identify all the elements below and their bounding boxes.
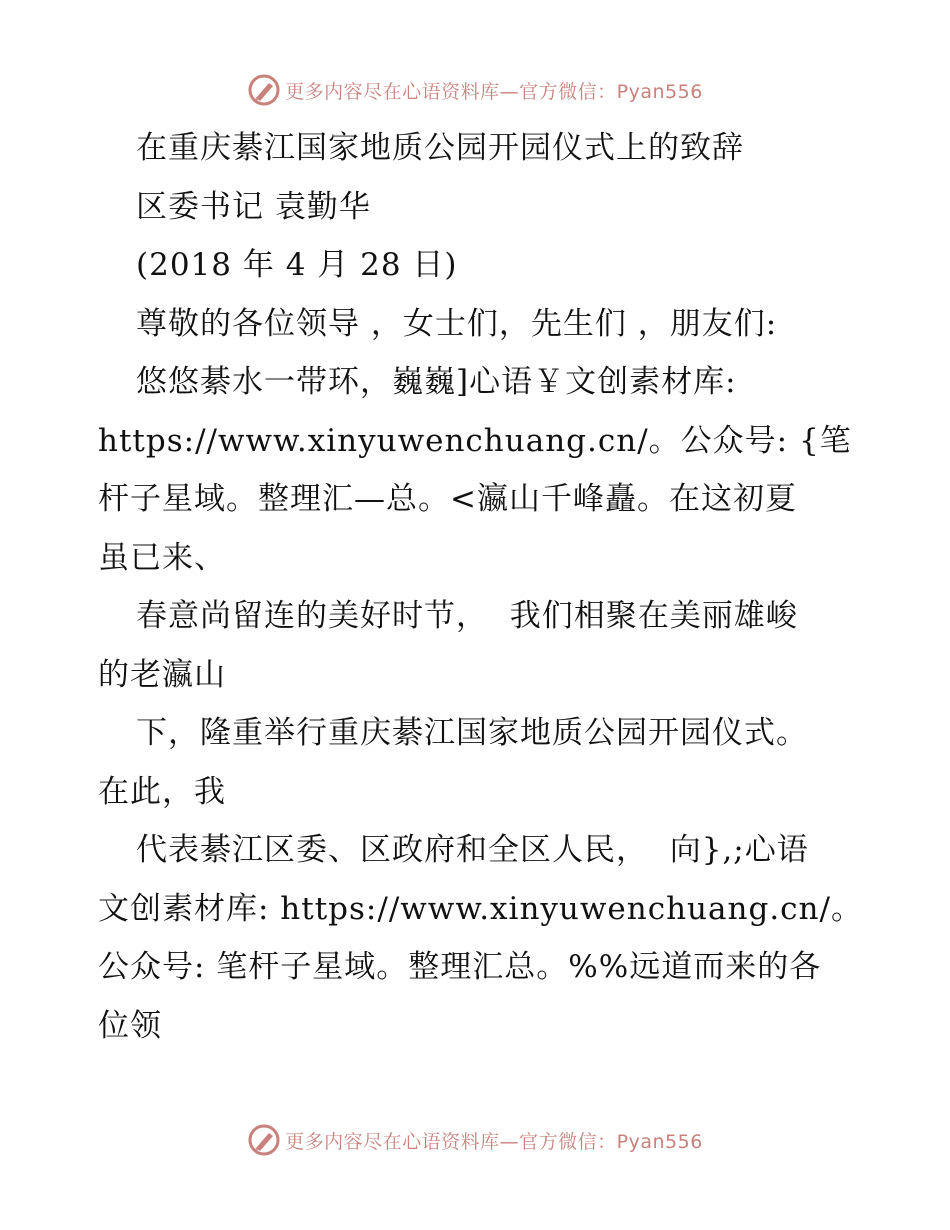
pen-circle-logo-icon <box>247 73 281 107</box>
document-body <box>98 123 863 1059</box>
paragraph-line: 杆子星域。整理汇—总。<瀛山千峰矗。在这初夏 <box>98 481 797 517</box>
document-title: 在重庆綦江国家地质公园开园仪式上的致辞 <box>136 130 744 166</box>
paragraph-line: 悠悠綦水一带环，巍巍]心语￥文创素材库: <box>136 364 737 400</box>
paragraph-line: https://www.xinyuwenchuang.cn/。公众号: {笔 <box>98 422 852 459</box>
date-line: (2018 年 4 月 28 日) <box>136 247 458 283</box>
paragraph-line: 位领 <box>98 1007 162 1044</box>
author-line: 区委书记 袁勤华 <box>136 188 371 225</box>
paragraph-line: 代表綦江区委、区政府和全区人民， 向},;心语 <box>136 832 809 868</box>
paragraph-line: 在此，我 <box>98 773 226 810</box>
paragraph-line: 春意尚留连的美好时节， 我们相聚在美丽雄峻 <box>136 598 798 634</box>
paragraph-line: 虽已来、 <box>98 539 226 576</box>
paragraph-line: 文创素材库: https://www.xinyuwenchuang.cn/。 <box>98 890 863 927</box>
pen-circle-logo-icon <box>247 1123 281 1157</box>
header-banner <box>0 70 950 110</box>
banner-text: 更多内容尽在心语资料库—官方微信：Pyan556 <box>285 1130 703 1153</box>
banner-text: 更多内容尽在心语资料库—官方微信：Pyan556 <box>285 80 703 103</box>
paragraph-line: 公众号: 笔杆子星域。整理汇总。%%远道而来的各 <box>98 949 822 985</box>
salutation-line: 尊敬的各位领导 ，女士们，先生们 ，朋友们: <box>136 305 778 342</box>
paragraph-line: 下，隆重举行重庆綦江国家地质公园开园仪式。 <box>136 715 808 751</box>
paragraph-line: 的老瀛山 <box>98 656 226 693</box>
footer-banner <box>0 1120 950 1160</box>
